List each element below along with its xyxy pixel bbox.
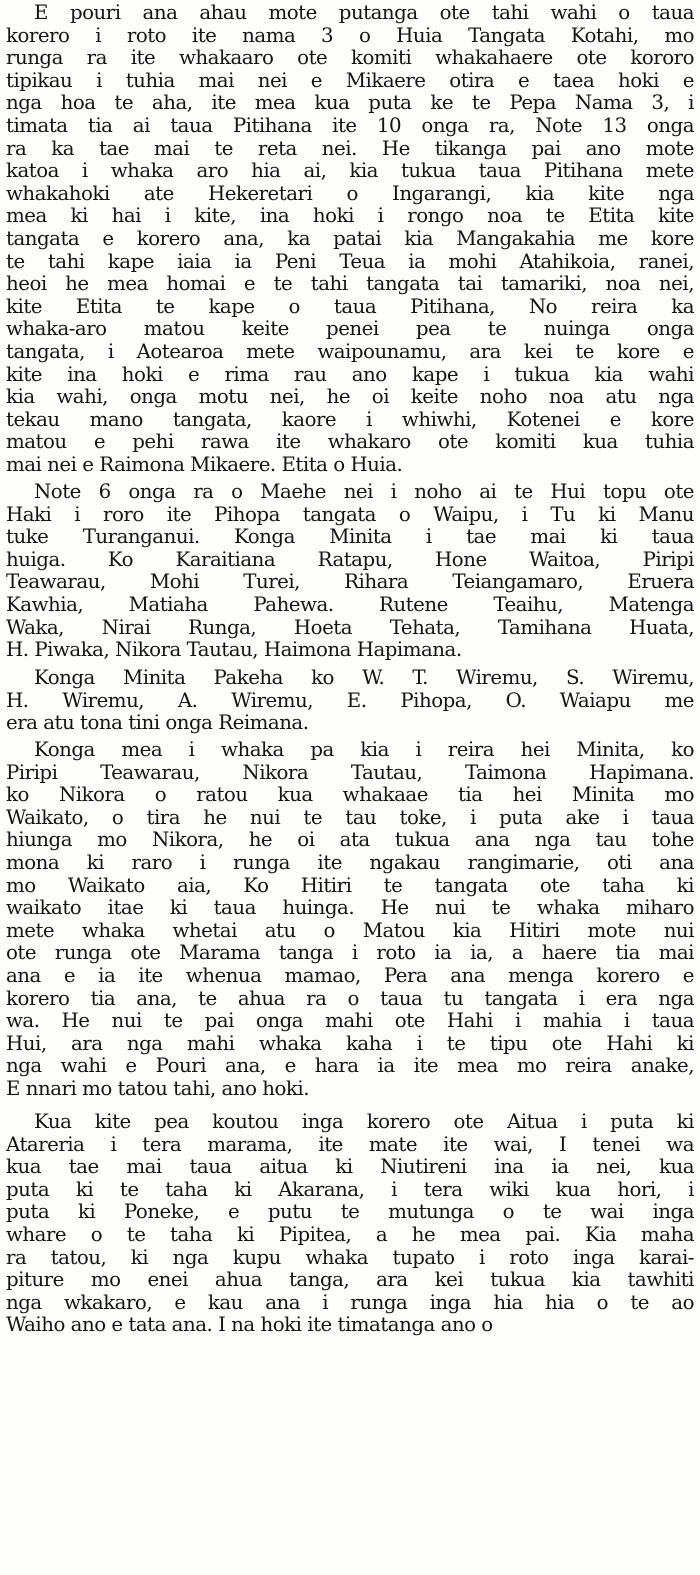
text-line: nga hoa te aha, ite mea kua puta ke te Pepa Nama 3, i: [6, 92, 694, 115]
text-line: kia wahi, onga motu nei, he oi keite noho noa atu nga: [6, 386, 694, 409]
text-line: kite ina hoki e rima rau ano kape i tukua kia wahi: [6, 363, 694, 386]
text-line: wa. He nui te pai onga mahi ote Hahi i mahia i taua: [6, 1010, 694, 1033]
paragraph-new-ministers: [6, 739, 694, 1101]
paragraph-church-meeting: [6, 481, 694, 662]
text-line: whare o te taha ki Pipitea, a he mea pai. Kia maha: [6, 1223, 694, 1246]
text-line: Waka, Nirai Runga, Hoeta Tehata, Tamihana Huata,: [6, 616, 694, 639]
text-line: era atu tona tini onga Reimana.: [6, 712, 309, 735]
text-line: tuke Turanganui. Konga Minita i tae mai ki taua: [6, 526, 694, 549]
text-line: ana e ia ite whenua mamao, Pera ana menga korero e: [6, 964, 694, 987]
text-line: Waikato, o tira he nui te tau toke, i puta ake i taua: [6, 806, 694, 829]
text-line: waikato itae ki taua huinga. He nui te whaka miharo: [6, 897, 694, 920]
text-line: kite Etita te kape o taua Pitihana, No reira ka: [6, 295, 694, 318]
text-line: ra tatou, ki nga kupu whaka tupato i roto inga karai-: [6, 1246, 694, 1269]
text-line: H. Piwaka, Nikora Tautau, Haimona Hapimana.: [6, 639, 462, 662]
text-line: mai nei e Raimona Mikaere. Etita o Huia.: [6, 453, 403, 476]
text-line: piture mo enei ahua tanga, ara kei tukua kia tawhiti: [6, 1269, 694, 1292]
text-line: Kawhia, Matiaha Pahewa. Rutene Teaihu, Matenga: [6, 593, 694, 616]
text-line: tangata, i Aotearoa mete waipounamu, ara kei te kore e: [6, 340, 694, 363]
text-line: Konga Minita Pakeha ko W. T. Wiremu, S. Wiremu,: [34, 667, 694, 689]
text-line: te tahi kape iaia ia Peni Teua ia mohi Atahikoia, ranei,: [6, 250, 694, 273]
text-line: H. Wiremu, A. Wiremu, E. Pihopa, O. Waiapu me: [6, 689, 694, 712]
text-line: hiunga mo Nikora, he oi ata tukua ana nga tau tohe: [6, 829, 694, 852]
text-line: Haki i roro ite Pihopa tangata o Waipu, i Tu ki Manu: [6, 503, 694, 526]
text-line: timata tia ai taua Pitihana ite 10 onga ra, Note 13 onga: [6, 114, 694, 137]
text-line: mo Waikato aia, Ko Hitiri te tangata ote taha ki: [6, 874, 694, 897]
text-line: ote runga ote Marama tanga i roto ia ia, a haere tia mai: [6, 942, 694, 965]
text-line: kua tae mai taua aitua ki Niutireni ina ia nei, kua: [6, 1156, 694, 1179]
text-line: Kua kite pea koutou inga korero ote Aitua i puta ki: [34, 1111, 694, 1133]
text-line: mona ki raro i runga ite ngakau rangimarie, oti ana: [6, 851, 694, 874]
text-line: huiga. Ko Karaitiana Ratapu, Hone Waitoa, Piripi: [6, 548, 694, 571]
text-line: whakahoki ate Hekeretari o Ingarangi, kia kite nga: [6, 182, 694, 205]
text-line: tipikau i tuhia mai nei e Mikaere otira e taea hoki e: [6, 69, 694, 92]
paragraph-flood-disaster: [6, 1111, 694, 1337]
text-line: ko Nikora o ratou kua whakaae tia hei Minita mo: [6, 784, 694, 807]
text-line: korero tia ana, te ahua ra o taua tu tangata i era nga: [6, 987, 694, 1010]
text-line: matou e pehi rawa ite whakaro ote komiti kua tuhia: [6, 431, 694, 454]
text-line: Atareria i tera marama, ite mate ite wai, I tenei wa: [6, 1133, 694, 1156]
text-line: puta ki Poneke, e putu te mutunga o te wai inga: [6, 1201, 694, 1224]
text-line: Konga mea i whaka pa kia i reira hei Minita, ko: [34, 739, 694, 761]
text-line: Waiho ano e tata ana. I na hoki ite timatanga ano o: [6, 1314, 493, 1337]
text-line: puta ki te taha ki Akarana, i tera wiki kua hori, i: [6, 1178, 694, 1201]
paragraph-pakeha-ministers: [6, 667, 694, 735]
text-line: katoa i whaka aro hia ai, kia tukua taua Pitihana mete: [6, 160, 694, 183]
text-line: whaka-aro matou keite penei pea te nuinga onga: [6, 318, 694, 341]
text-line: Note 6 onga ra o Maehe nei i noho ai te Hui topu ote: [34, 481, 694, 503]
text-line: tekau mano tangata, kaore i whiwhi, Kotenei e kore: [6, 408, 694, 431]
text-line: mete whaka whetai atu o Matou kia Hitiri mote nui: [6, 919, 694, 942]
text-line: mea ki hai i kite, ina hoki i rongo noa te Etita kite: [6, 205, 694, 228]
text-line: korero i roto ite nama 3 o Huia Tangata Kotahi, mo: [6, 24, 694, 47]
text-line: heoi he mea homai e te tahi tangata tai tamariki, noa nei,: [6, 273, 694, 296]
text-line: Piripi Teawarau, Nikora Tautau, Taimona Hapimana.: [6, 761, 694, 784]
paragraph-huia-petition: [6, 2, 694, 476]
text-line: E nnari mo tatou tahi, ano hoki.: [6, 1077, 310, 1100]
text-line: Teawarau, Mohi Turei, Rihara Teiangamaro, Eruera: [6, 571, 694, 594]
text-line: nga wahi e Pouri ana, e hara ia ite mea mo reira anake,: [6, 1055, 694, 1078]
text-line: E pouri ana ahau mote putanga ote tahi wahi o taua: [34, 2, 694, 24]
text-line: Hui, ara nga mahi whaka kaha i te tipu ote Hahi ki: [6, 1032, 694, 1055]
text-line: tangata e korero ana, ka patai kia Mangakahia me kore: [6, 227, 694, 250]
text-line: nga wkakaro, e kau ana i runga inga hia hia o te ao: [6, 1291, 694, 1314]
text-line: ra ka tae mai te reta nei. He tikanga pai ano mote: [6, 137, 694, 160]
text-line: runga ra ite whakaaro ote komiti whakahaere ote kororo: [6, 47, 694, 70]
